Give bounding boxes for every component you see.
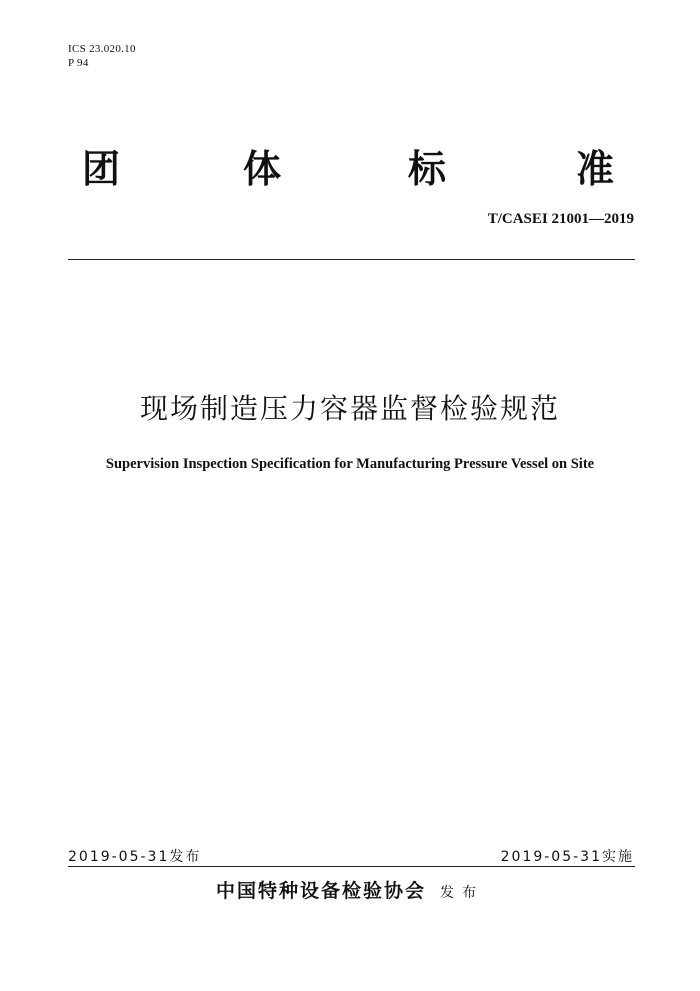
ccs-code: P 94 <box>68 57 89 69</box>
standard-type-char: 标 <box>408 147 447 191</box>
standard-type-heading <box>68 138 635 190</box>
ics-code: ICS 23.020.10 <box>68 43 136 55</box>
standard-number: T/CASEI 21001—2019 <box>487 211 634 227</box>
implementation-date: 2019-05-31实施 <box>500 849 634 865</box>
classification-codes <box>68 42 136 70</box>
title-chinese: 现场制造压力容器监督检验规范 <box>139 392 560 425</box>
publish-label: 发布 <box>440 885 484 901</box>
standard-type-char: 团 <box>82 147 121 191</box>
standard-type-char: 准 <box>576 147 615 191</box>
header-divider <box>68 259 635 260</box>
issuing-organization: 中国特种设备检验协会 <box>215 880 426 902</box>
standard-type-char: 体 <box>243 147 282 191</box>
issue-date: 2019-05-31发布 <box>68 849 202 865</box>
title-english: Supervision Inspection Specification for Manufacturing Pressure Vessel on Site <box>105 456 595 472</box>
issuer-line <box>0 876 700 903</box>
footer-divider <box>68 866 635 867</box>
